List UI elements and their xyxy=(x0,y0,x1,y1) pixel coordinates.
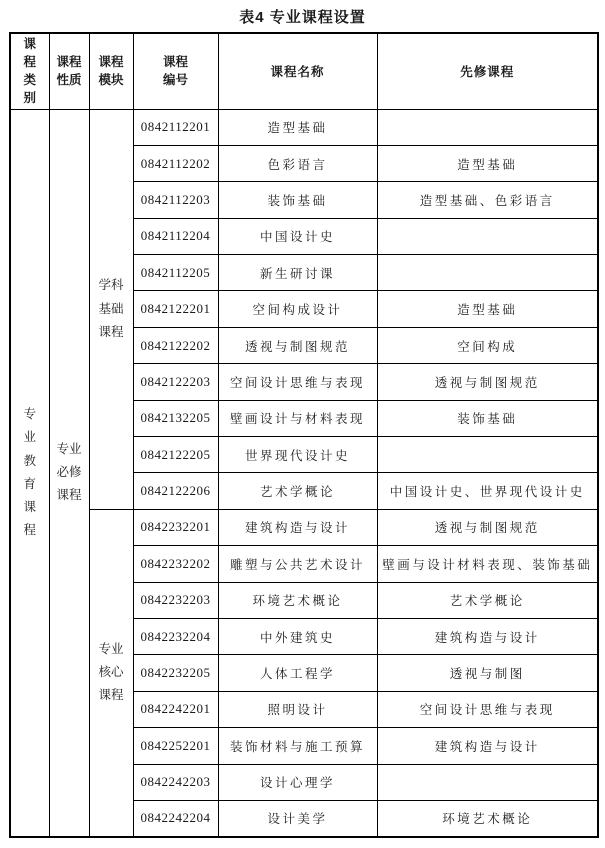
header-row xyxy=(10,33,598,109)
header-course-category-text: 课程类别 xyxy=(23,37,36,106)
header-course-nature-text: 课程性质 xyxy=(56,55,82,88)
prerequisite-cell xyxy=(377,618,598,654)
prerequisite-cell xyxy=(377,655,598,691)
code-text: 0842232203 xyxy=(140,592,211,608)
code-cell xyxy=(133,364,218,400)
prerequisite-cell xyxy=(377,218,598,254)
prerequisite-cell xyxy=(377,728,598,764)
code-text: 0842122201 xyxy=(140,301,211,317)
prerequisite-cell xyxy=(377,509,598,545)
code-cell xyxy=(133,509,218,545)
code-text: 0842252201 xyxy=(140,737,211,753)
header-course-module-text: 课程模块 xyxy=(98,55,124,88)
name-cell xyxy=(218,691,377,727)
name-text: 透视与制图规范 xyxy=(244,339,350,354)
prerequisite-text: 建筑构造与设计 xyxy=(434,630,540,645)
name-text: 空间设计思维与表现 xyxy=(229,375,365,390)
name-cell xyxy=(218,509,377,545)
nature-cell xyxy=(49,109,89,837)
name-cell xyxy=(218,291,377,327)
code-cell xyxy=(133,255,218,291)
prerequisite-text: 造型基础、色彩语言 xyxy=(419,193,555,208)
code-text: 0842232202 xyxy=(140,555,211,571)
prerequisite-text: 透视与制图规范 xyxy=(434,521,540,536)
code-cell xyxy=(133,691,218,727)
name-text: 装饰材料与施工预算 xyxy=(229,739,365,754)
name-text: 设计美学 xyxy=(267,812,328,827)
name-text: 空间构成设计 xyxy=(252,303,343,318)
code-cell xyxy=(133,145,218,181)
code-text: 0842112201 xyxy=(140,119,211,135)
code-text: 0842122205 xyxy=(140,446,211,462)
name-cell xyxy=(218,327,377,363)
name-cell xyxy=(218,655,377,691)
code-text: 0842112202 xyxy=(140,155,211,171)
code-cell xyxy=(133,800,218,836)
name-cell xyxy=(218,364,377,400)
code-text: 0842122206 xyxy=(140,483,211,499)
header-prerequisite xyxy=(377,33,598,109)
name-cell xyxy=(218,473,377,509)
name-text: 造型基础 xyxy=(267,121,328,136)
code-text: 0842232205 xyxy=(140,665,211,681)
name-cell xyxy=(218,218,377,254)
code-text: 0842122202 xyxy=(140,337,211,353)
code-text: 0842112205 xyxy=(140,264,211,280)
name-text: 艺术学概论 xyxy=(259,485,335,500)
name-text: 设计心理学 xyxy=(259,776,335,791)
name-cell xyxy=(218,400,377,436)
name-text: 色彩语言 xyxy=(267,157,328,172)
name-cell xyxy=(218,145,377,181)
name-cell xyxy=(218,255,377,291)
name-cell xyxy=(218,546,377,582)
prerequisite-cell xyxy=(377,473,598,509)
code-cell xyxy=(133,655,218,691)
name-cell xyxy=(218,182,377,218)
header-course-nature xyxy=(49,33,89,109)
code-cell xyxy=(133,473,218,509)
table-row xyxy=(10,109,598,145)
name-cell xyxy=(218,764,377,800)
name-text: 世界现代设计史 xyxy=(244,448,350,463)
name-text: 照明设计 xyxy=(267,703,328,718)
prerequisite-cell xyxy=(377,400,598,436)
name-text: 雕塑与公共艺术设计 xyxy=(229,557,365,572)
prerequisite-text: 艺术学概论 xyxy=(449,594,525,609)
course-table xyxy=(9,32,599,838)
name-cell xyxy=(218,437,377,473)
prerequisite-cell xyxy=(377,109,598,145)
prerequisite-cell xyxy=(377,437,598,473)
name-text: 建筑构造与设计 xyxy=(244,521,350,536)
code-cell xyxy=(133,546,218,582)
header-course-code-text: 课程编号 xyxy=(162,55,188,88)
prerequisite-cell xyxy=(377,582,598,618)
prerequisite-text: 透视与制图 xyxy=(449,667,525,682)
code-text: 0842242204 xyxy=(140,810,211,826)
prerequisite-cell xyxy=(377,764,598,800)
prerequisite-text: 空间构成 xyxy=(457,339,518,354)
code-cell xyxy=(133,327,218,363)
prerequisite-cell xyxy=(377,145,598,181)
name-cell xyxy=(218,582,377,618)
code-cell xyxy=(133,291,218,327)
code-text: 0842112203 xyxy=(140,191,211,207)
prerequisite-text: 环境艺术概论 xyxy=(442,812,533,827)
prerequisite-text: 建筑构造与设计 xyxy=(434,739,540,754)
module-cell xyxy=(89,109,133,509)
code-cell xyxy=(133,400,218,436)
prerequisite-cell xyxy=(377,800,598,836)
prerequisite-text: 壁画与设计材料表现、装饰基础 xyxy=(382,557,593,572)
code-cell xyxy=(133,109,218,145)
prerequisite-text: 透视与制图规范 xyxy=(434,375,540,390)
code-cell xyxy=(133,728,218,764)
name-text: 新生研讨课 xyxy=(259,266,335,281)
prerequisite-text: 中国设计史、世界现代设计史 xyxy=(389,485,585,500)
table-row xyxy=(10,509,598,545)
name-cell xyxy=(218,109,377,145)
prerequisite-cell xyxy=(377,291,598,327)
header-prerequisite-text: 先修课程 xyxy=(460,65,515,80)
prerequisite-cell xyxy=(377,546,598,582)
code-cell xyxy=(133,618,218,654)
name-text: 装饰基础 xyxy=(267,193,328,208)
prerequisite-text: 造型基础 xyxy=(457,157,518,172)
prerequisite-text: 空间设计思维与表现 xyxy=(419,703,555,718)
prerequisite-text: 装饰基础 xyxy=(457,412,518,427)
prerequisite-text: 造型基础 xyxy=(457,303,518,318)
prerequisite-cell xyxy=(377,364,598,400)
nature-cell-text: 专业必修课程 xyxy=(56,441,82,503)
prerequisite-cell xyxy=(377,255,598,291)
code-text: 0842232201 xyxy=(140,519,211,535)
header-course-name-text: 课程名称 xyxy=(270,65,325,80)
code-cell xyxy=(133,764,218,800)
page-title: 表4 专业课程设置 xyxy=(239,9,366,26)
name-text: 壁画设计与材料表现 xyxy=(229,412,365,427)
name-cell xyxy=(218,800,377,836)
name-text: 环境艺术概论 xyxy=(252,594,343,609)
code-cell xyxy=(133,182,218,218)
header-course-category xyxy=(10,33,49,109)
prerequisite-cell xyxy=(377,327,598,363)
code-cell xyxy=(133,582,218,618)
module-cell-text: 专业核心课程 xyxy=(98,642,124,703)
code-text: 0842112204 xyxy=(140,228,211,244)
header-course-name xyxy=(218,33,377,109)
code-text: 0842242203 xyxy=(140,774,211,790)
name-cell xyxy=(218,728,377,764)
prerequisite-cell xyxy=(377,691,598,727)
module-cell xyxy=(89,509,133,837)
prerequisite-cell xyxy=(377,182,598,218)
name-text: 人体工程学 xyxy=(259,667,335,682)
name-text: 中国设计史 xyxy=(259,230,335,245)
name-text: 中外建筑史 xyxy=(259,630,335,645)
header-course-module xyxy=(89,33,133,109)
code-text: 0842232204 xyxy=(140,628,211,644)
category-cell-text: 专业教育课程 xyxy=(23,407,36,537)
module-cell-text: 学科基础课程 xyxy=(98,278,124,339)
name-cell xyxy=(218,618,377,654)
header-course-code xyxy=(133,33,218,109)
code-cell xyxy=(133,437,218,473)
category-cell xyxy=(10,109,49,837)
code-text: 0842242201 xyxy=(140,701,211,717)
code-cell xyxy=(133,218,218,254)
code-text: 0842122203 xyxy=(140,373,211,389)
code-text: 0842132205 xyxy=(140,410,211,426)
